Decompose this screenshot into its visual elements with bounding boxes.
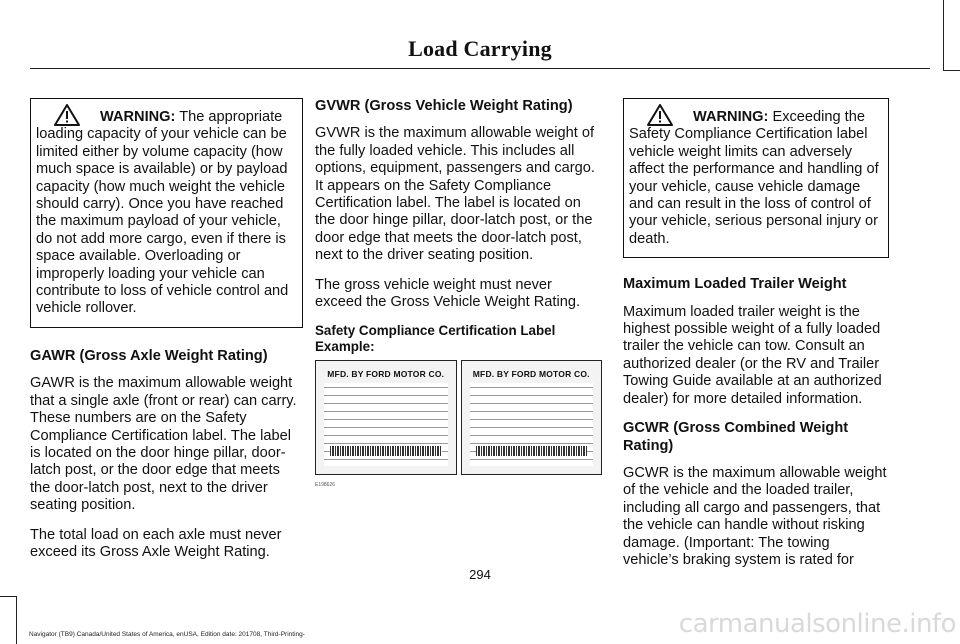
certification-label-left [315,360,457,475]
figure-id: E198626 [315,482,336,489]
gawr-paragraph: GAWR is the maximum allowable weight that a single axle (front or rear) can carry. These numbers are on the Safety Compliance Certification label. The label is located on the door hinge pillar, door-latch post, or the door edge that meets the door-latch post, next to the driver seating position. [30,375,297,514]
warning-label: WARNING: [100,109,176,125]
trailer-weight-paragraph: Maximum loaded trailer weight is the highest possible weight of a fully loaded trailer the vehicle can tow. Consult an authorized dealer (or the RV and Trailer Towing Guide available at an authorized dealer) for more detailed information. [623,303,882,407]
label-example-title: Safety Compliance Certification Label Example: [315,323,556,355]
gvwr-paragraph: GVWR is the maximum allowable weight of the fully loaded vehicle. This includes all options, equipment, passengers and cargo. It appears on the Safety Compliance Certification label. The label is located on the door hinge pillar, door-latch post, or the door edge that meets the door-latch post, next to the driver seating position. [315,125,595,264]
warning-text: The appropriate loading capacity of your vehicle can be limited either by volume capacity (how much space is available) or by payload capacity (how much weight the vehicle should carry). Once you have reached the maximum payload of your vehicle, do not add more cargo, even if there is space available. Overloading or improperly loading your vehicle can contribute to loss of vehicle control and vehicle rollover. [36,109,289,317]
gcwr-heading: GCWR (Gross Combined Weight Rating) [623,420,849,454]
warning-triangle-icon [53,103,81,127]
warning-text: Exceeding the Safety Compliance Certification label vehicle weight limits can adversely affect the performance and handling of your vehicle, cause vehicle damage and can result in the loss of control of your vehicle, serious personal injury or death. [629,109,879,247]
label-caption-left: MFD. BY FORD MOTOR CO. [327,369,445,380]
certification-label-right [461,360,603,475]
label-figure [315,360,602,475]
footer-text: Navigator (TB9) Canada/United States of America, enUSA, Edition date: 201708, Third-Printing- [29,631,305,638]
column-middle [315,98,602,495]
gvwr-heading: GVWR (Gross Vehicle Weight Rating) [315,98,573,114]
barcode-icon [476,446,588,456]
barcode-icon [330,446,442,456]
page-title: Load Carrying [408,36,552,61]
gcwr-paragraph: GCWR is the maximum allowable weight of the vehicle and the loaded trailer, including all cargo and passengers, that the vehicle can handle without risking damage. (Important: The towing vehicle’s braking system is rated for [623,464,887,568]
warning-label: WARNING: [693,109,769,125]
page-number: 294 [469,567,491,582]
column-right [623,98,889,581]
header-divider [30,68,930,69]
label-caption-right: MFD. BY FORD MOTOR CO. [472,369,590,380]
warning-box [623,98,889,258]
column-left [30,98,303,573]
warning-box [30,98,303,328]
warning-triangle-icon [646,103,674,127]
gawr-heading: GAWR (Gross Axle Weight Rating) [30,347,268,364]
crop-mark-bottom-left [0,596,17,644]
gawr-paragraph-2: The total load on each axle must never exceed its Gross Axle Weight Rating. [30,526,282,560]
watermark: carmanualsonline.info [678,609,956,639]
trailer-weight-heading: Maximum Loaded Trailer Weight [623,276,847,293]
gvwr-paragraph-2: The gross vehicle weight must never exceed the Gross Vehicle Weight Rating. [315,276,580,311]
